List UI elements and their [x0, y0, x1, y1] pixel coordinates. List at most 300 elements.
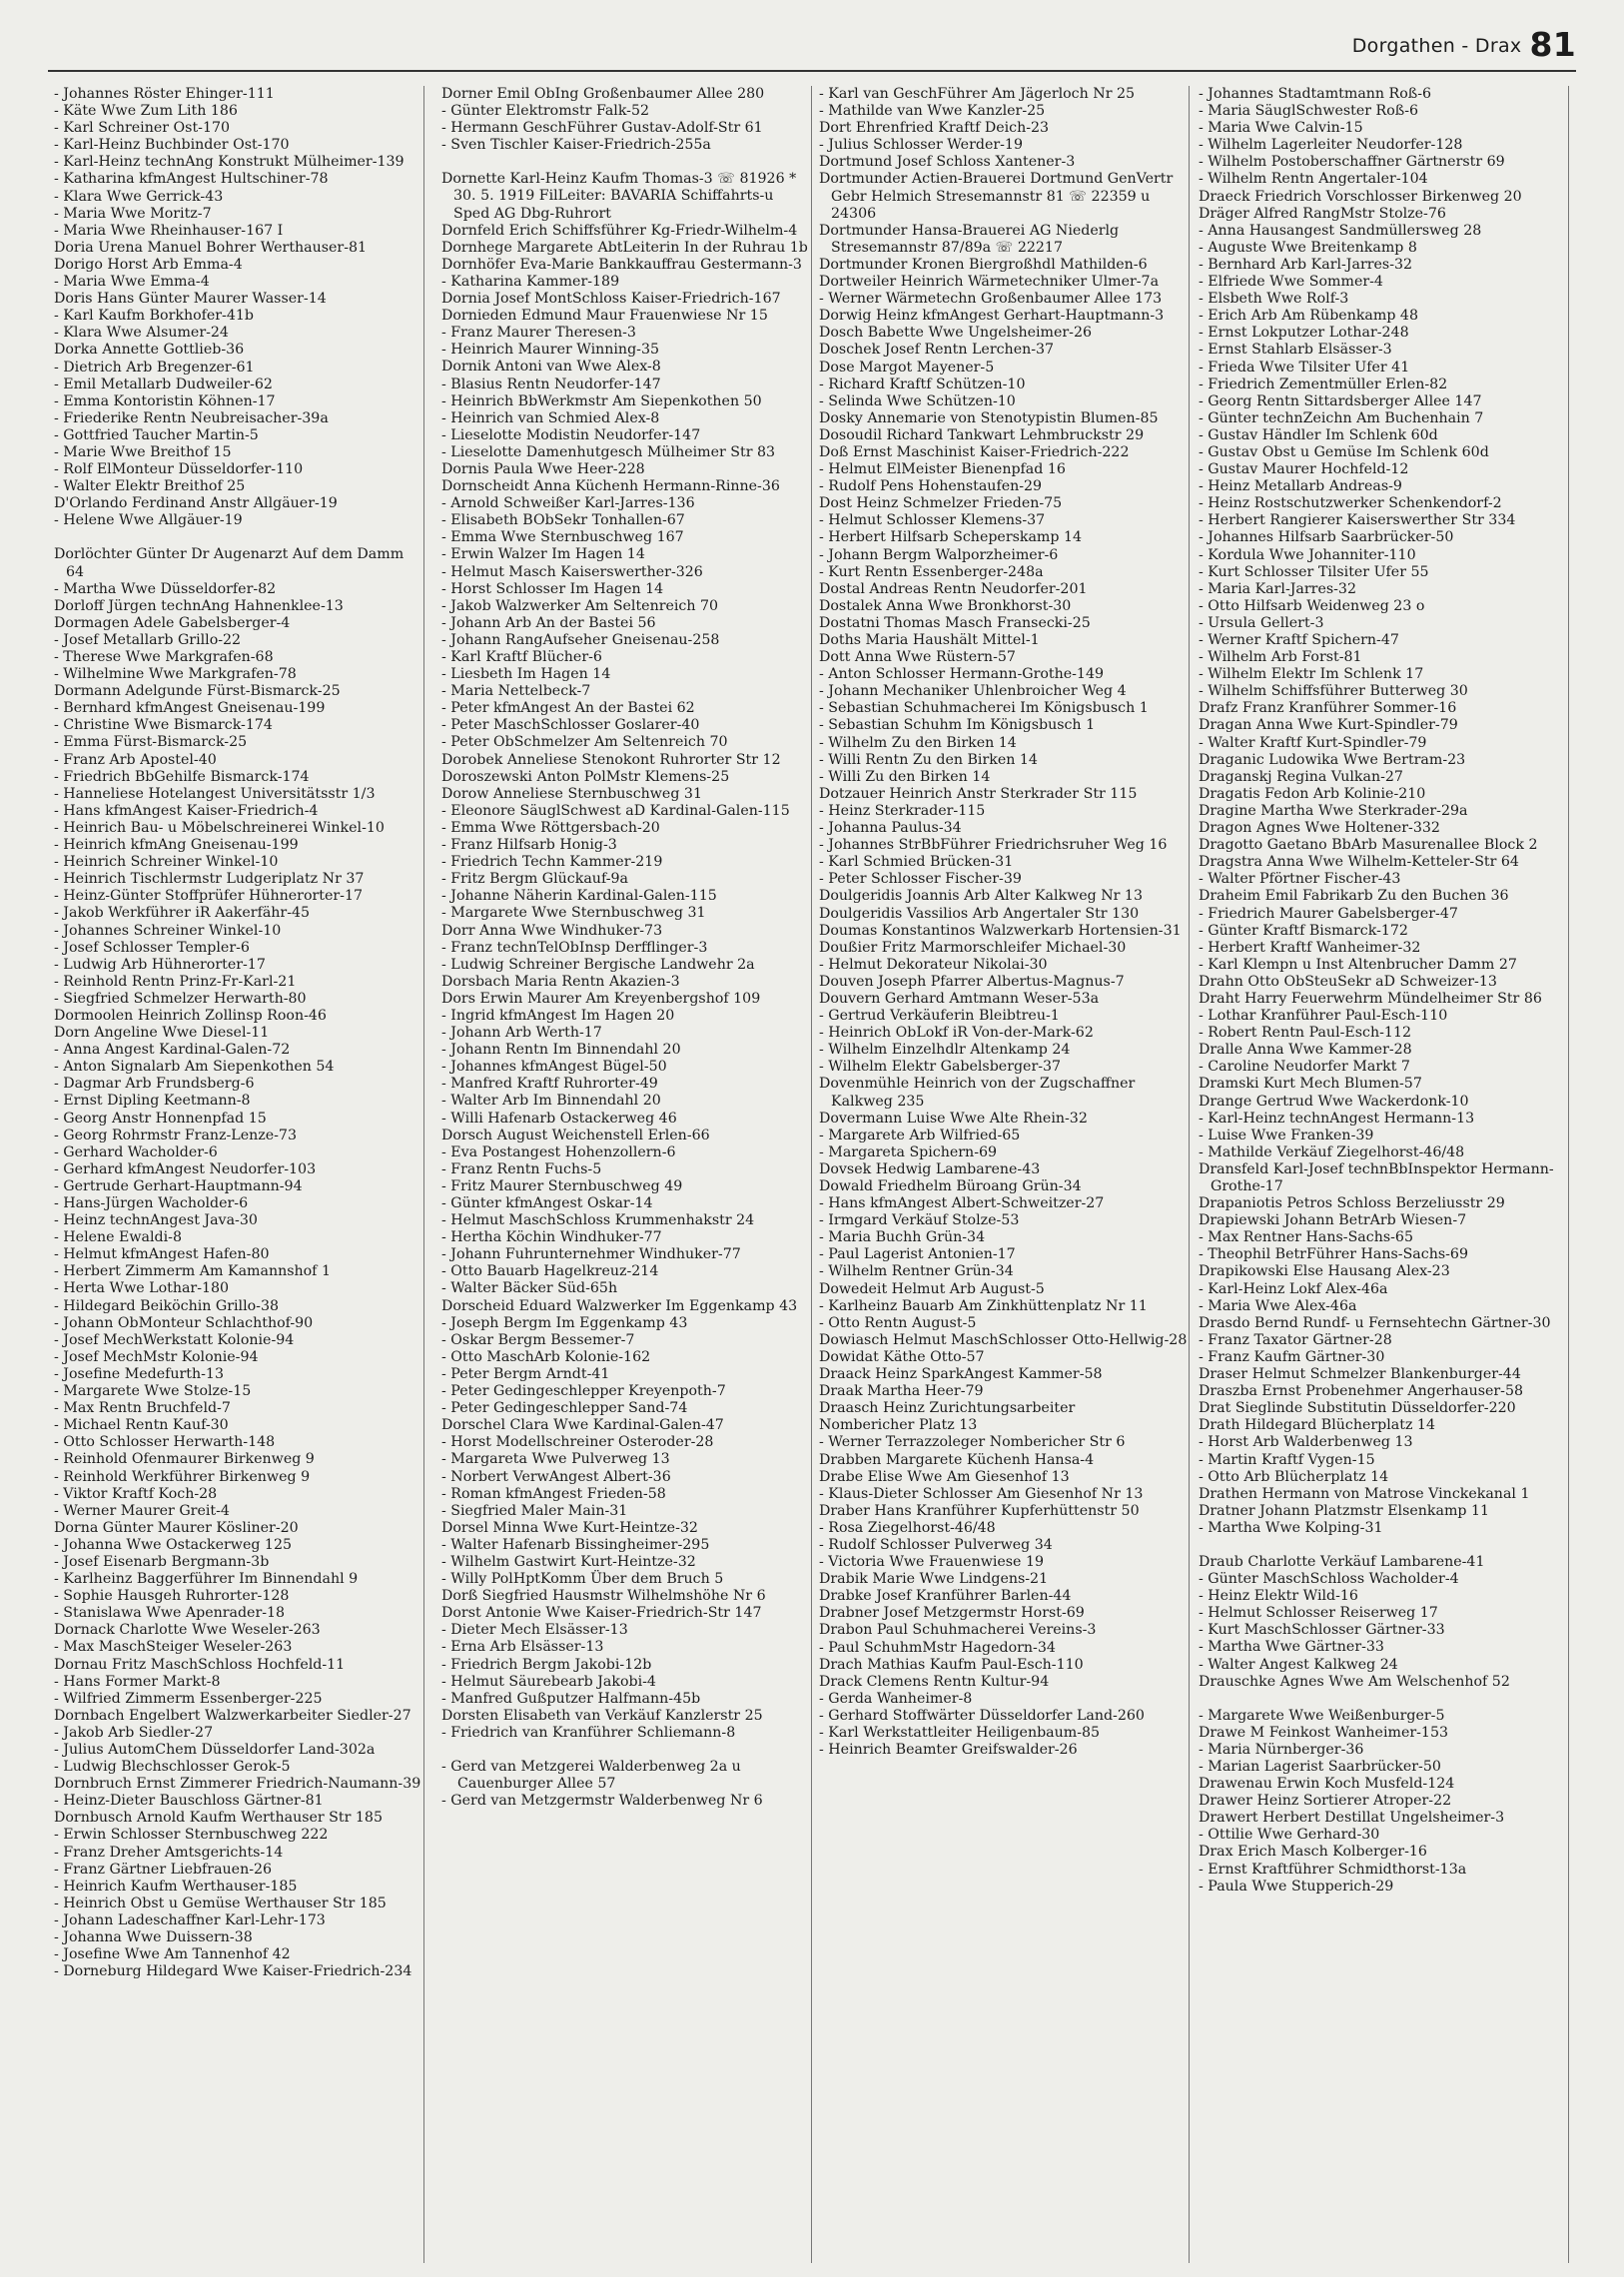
- directory-entry: - Irmgard Verkäuf Stolze-53: [819, 1212, 1020, 1229]
- directory-entry: Dorß Siegfried Hausmstr Wilhelmshöhe Nr 6: [441, 1588, 766, 1605]
- directory-entry: - Martha Wwe Kolping-31: [1199, 1519, 1383, 1536]
- directory-entry: - Rosa Ziegelhorst-46/48: [819, 1519, 996, 1536]
- directory-entry: Dornhege Margarete AbtLeiterin In der Ruhrau 1b: [441, 239, 808, 256]
- directory-entry: Dorr Anna Wwe Windhuker-73: [441, 922, 663, 939]
- directory-entry: Dotzauer Heinrich Anstr Sterkrader Str 115: [819, 785, 1138, 802]
- entry-spacer: [439, 154, 811, 171]
- directory-entry: - Franz Rentn Fuchs-5: [441, 1160, 602, 1177]
- directory-entry: - Wilhelm Postoberschaffner Gärtnerstr 69: [1199, 154, 1505, 171]
- directory-column-3: [817, 86, 1190, 2263]
- entry-spacer: [52, 529, 423, 546]
- directory-entry: Draheim Emil Fabrikarb Zu den Buchen 36: [1199, 888, 1509, 905]
- directory-entry: Doschek Josef Rentn Lerchen-37: [819, 342, 1055, 359]
- directory-entry: - Sven Tischler Kaiser-Friedrich-255a: [441, 137, 711, 154]
- directory-entry: - Roman kfmAngest Frieden-58: [441, 1485, 666, 1502]
- directory-entry: - Christine Wwe Bismarck-174: [54, 717, 273, 734]
- directory-entry: - Franz Hilfsarb Honig-3: [441, 837, 617, 854]
- directory-entry: - Herbert Hilfsarb Scheperskamp 14: [819, 529, 1083, 546]
- directory-entry: - Max Rentner Hans-Sachs-65: [1199, 1229, 1413, 1246]
- directory-entry: - Hans kfmAngest Kaiser-Friedrich-4: [54, 802, 319, 819]
- directory-entry: - Peter Gedingeschlepper Sand-74: [441, 1400, 688, 1417]
- directory-entry: Doumas Konstantinos Walzwerkarb Hortensien-31: [819, 922, 1182, 939]
- directory-entry: Drabik Marie Wwe Lindgens-21: [819, 1571, 1049, 1588]
- directory-entry: - Heinrich Schreiner Winkel-10: [54, 854, 279, 871]
- directory-entry: - Lieselotte Modistin Neudorfer-147: [441, 426, 701, 443]
- directory-entry: - Friedrich Techn Kammer-219: [441, 854, 663, 871]
- directory-entry: - Heinrich ObLokf iR Von-der-Mark-62: [819, 1025, 1094, 1042]
- directory-entry: - Erna Arb Elsässer-13: [441, 1639, 604, 1656]
- directory-entry: Dose Margot Mayener-5: [819, 359, 995, 376]
- directory-entry: - Emma Wwe Röttgersbach-20: [441, 819, 660, 836]
- directory-entry: - Margarete Wwe Sternbuschweg 31: [441, 905, 706, 922]
- directory-entry: Drabon Paul Schuhmacherei Vereins-3: [819, 1622, 1097, 1639]
- directory-entry: Dormagen Adele Gabelsberger-4: [54, 614, 291, 631]
- directory-entry: - Margarete Wwe Weißenburger-5: [1199, 1707, 1445, 1724]
- directory-entry: Dragatis Fedon Arb Kolinie-210: [1199, 785, 1426, 802]
- running-head-title: Dorgathen - Drax: [1351, 35, 1522, 57]
- directory-entry: - Helene Wwe Allgäuer-19: [54, 512, 243, 529]
- directory-entry: - Erwin Schlosser Sternbuschweg 222: [54, 1827, 329, 1844]
- directory-entry: - Werner Wärmetechn Großenbaumer Allee 173: [819, 291, 1163, 308]
- directory-entry: - Mathilde van Wwe Kanzler-25: [819, 103, 1046, 120]
- directory-entry: Dortmunder Hansa-Brauerei AG Niederlg Stresemannstr 87/89a ☏ 22217: [819, 222, 1120, 256]
- directory-entry: - Friedrich Bergm Jakobi-12b: [441, 1656, 652, 1673]
- directory-entry: - Jakob Werkführer iR Aakerfähr-45: [54, 905, 311, 922]
- directory-entry: - Horst Arb Walderbenweg 13: [1199, 1434, 1413, 1451]
- directory-entry: - Heinrich Tischlermstr Ludgeriplatz Nr 37: [54, 871, 365, 888]
- directory-entry: - Friederike Rentn Neubreisacher-39a: [54, 409, 329, 426]
- directory-entry: Drach Mathias Kaufm Paul-Esch-110: [819, 1656, 1084, 1673]
- directory-entry: Drapiewski Johann BetrArb Wiesen-7: [1199, 1212, 1467, 1229]
- directory-entry: - Heinz Elektr Wild-16: [1199, 1588, 1358, 1605]
- directory-entry: Drat Sieglinde Substitutin Düsseldorfer-220: [1199, 1400, 1516, 1417]
- directory-entry: Drabner Josef Metzgermstr Horst-69: [819, 1605, 1085, 1622]
- directory-entry: - Max Rentn Bruchfeld-7: [54, 1400, 231, 1417]
- directory-entry: - Hermann GeschFührer Gustav-Adolf-Str 61: [441, 120, 763, 137]
- directory-entry: - Dietrich Arb Bregenzer-61: [54, 359, 255, 376]
- directory-entry: - Johannes kfmAngest Bügel-50: [441, 1059, 667, 1076]
- directory-entry: - Willi Hafenarb Ostackerweg 46: [441, 1110, 677, 1127]
- directory-entry: - Maria SäuglSchwester Roß-6: [1199, 103, 1419, 120]
- directory-entry: - Auguste Wwe Breitenkamp 8: [1199, 239, 1417, 256]
- directory-entry: Dorlöchter Günter Dr Augenarzt Auf dem Damm 64: [54, 546, 405, 580]
- directory-entry: - Johannes Stadtamtmann Roß-6: [1199, 86, 1432, 102]
- entry-spacer: [1197, 1537, 1568, 1554]
- directory-entry: - Heinz Rostschutzwerker Schenkendorf-2: [1199, 495, 1502, 512]
- directory-entry: - Friedrich Zementmüller Erlen-82: [1199, 376, 1448, 392]
- directory-entry: - Martha Wwe Düsseldorfer-82: [54, 580, 277, 597]
- directory-entry: Dornia Josef MontSchloss Kaiser-Friedrich-167: [441, 291, 781, 308]
- directory-entry: - Sophie Hausgeh Ruhrorter-128: [54, 1588, 290, 1605]
- directory-entry: Dornette Karl-Heinz Kaufm Thomas-3 ☏ 81926 * 30. 5. 1919 FilLeiter: BAVARIA Schiffahrts-u Sped AG Dbg-Ruhrort: [441, 171, 797, 222]
- directory-entry: Draszba Ernst Probenehmer Angerhauser-58: [1199, 1383, 1524, 1400]
- directory-entry: Dornbach Engelbert Walzwerkarbeiter Siedler-27: [54, 1707, 411, 1724]
- directory-entry: - Friedrich BbGehilfe Bismarck-174: [54, 768, 310, 785]
- directory-entry: Drahn Otto ObSteuSekr aD Schweizer-13: [1199, 973, 1497, 990]
- directory-entry: - Karl-Heinz technAng Konstrukt Mülheimer-139: [54, 154, 405, 171]
- directory-entry: - Liesbeth Im Hagen 14: [441, 666, 611, 683]
- directory-entry: Drapaniotis Petros Schloss Berzeliusstr 29: [1199, 1195, 1505, 1212]
- directory-entry: Dorigo Horst Arb Emma-4: [54, 256, 243, 273]
- directory-entry: - Karl Klempn u Inst Altenbrucher Damm 27: [1199, 956, 1517, 973]
- directory-entry: Dosky Annemarie von Stenotypistin Blumen-85: [819, 409, 1159, 426]
- directory-entry: - Johanna Wwe Duissern-38: [54, 1929, 253, 1946]
- directory-entry: - Paula Wwe Stupperich-29: [1199, 1878, 1394, 1895]
- directory-entry: - Wilhelm Einzelhdlr Altenkamp 24: [819, 1042, 1071, 1059]
- directory-entry: Dosoudil Richard Tankwart Lehmbruckstr 29: [819, 426, 1145, 443]
- directory-entry: Douvern Gerhard Amtmann Weser-53a: [819, 990, 1100, 1007]
- directory-entry: - Johann Arb An der Bastei 56: [441, 614, 656, 631]
- directory-entry: - Hertha Köchin Windhuker-77: [441, 1229, 662, 1246]
- directory-entry: Draack Heinz SparkAngest Kammer-58: [819, 1366, 1103, 1383]
- directory-entry: - Georg Anstr Honnenpfad 15: [54, 1110, 267, 1127]
- directory-entry: - Johannes Röster Ehinger-111: [54, 86, 275, 102]
- directory-entry: Dorna Günter Maurer Kösliner-20: [54, 1519, 299, 1536]
- directory-entry: - Helmut Säurebearb Jakobi-4: [441, 1673, 656, 1690]
- directory-entry: Dost Heinz Schmelzer Frieden-75: [819, 495, 1063, 512]
- directory-entry: Dovermann Luise Wwe Alte Rhein-32: [819, 1110, 1088, 1127]
- directory-entry: - Otto Arb Blücherplatz 14: [1199, 1468, 1389, 1485]
- directory-entry: - Katharina Kammer-189: [441, 273, 620, 290]
- directory-entry: - Gertrud Verkäuferin Bleibtreu-1: [819, 1008, 1060, 1025]
- directory-entry: Dostatni Thomas Masch Fransecki-25: [819, 614, 1091, 631]
- directory-entry: Dornfeld Erich Schiffsführer Kg-Friedr-Wilhelm-4: [441, 222, 798, 239]
- directory-entry: - Dieter Mech Elsässer-13: [441, 1622, 628, 1639]
- directory-entry: Dostal Andreas Rentn Neudorfer-201: [819, 580, 1088, 597]
- directory-entry: Drange Gertrud Wwe Wackerdonk-10: [1199, 1093, 1469, 1110]
- directory-entry: Dostalek Anna Wwe Bronkhorst-30: [819, 597, 1072, 614]
- directory-entry: - Marie Wwe Breithof 15: [54, 443, 232, 460]
- directory-entry: - Georg Rohrmstr Franz-Lenze-73: [54, 1127, 297, 1143]
- directory-entry: - Franz Kaufm Gärtner-30: [1199, 1348, 1385, 1365]
- directory-entry: - Dorneburg Hildegard Wwe Kaiser-Friedrich-234: [54, 1963, 412, 1980]
- directory-entry: - Paul SchuhmMstr Hagedorn-34: [819, 1639, 1056, 1656]
- directory-entry: - Viktor Kraftf Koch-28: [54, 1485, 218, 1502]
- directory-entry: - Josefine Wwe Am Tannenhof 42: [54, 1946, 291, 1963]
- directory-entry: - Mathilde Verkäuf Ziegelhorst-46/48: [1199, 1143, 1465, 1160]
- directory-entry: Drathen Hermann von Matrose Vinckekanal 1: [1199, 1485, 1530, 1502]
- directory-entry: Dorsbach Maria Rentn Akazien-3: [441, 973, 680, 990]
- directory-entry: - Elfriede Wwe Sommer-4: [1199, 274, 1383, 291]
- directory-entry: - Otto Schlosser Herwarth-148: [54, 1434, 276, 1451]
- directory-entry: - Ludwig Schreiner Bergische Landwehr 2a: [441, 956, 755, 973]
- directory-entry: Dragine Martha Wwe Sterkrader-29a: [1199, 802, 1468, 819]
- directory-entry: - Wilhelm Arb Forst-81: [1199, 649, 1362, 666]
- directory-entry: - Heinrich Kaufm Werthauser-185: [54, 1878, 298, 1895]
- directory-entry: - Walter Angest Kalkweg 24: [1199, 1656, 1398, 1673]
- directory-entry: - Margarete Arb Wilfried-65: [819, 1127, 1021, 1143]
- directory-entry: Doußier Fritz Marmorschleifer Michael-30: [819, 939, 1127, 956]
- page-header: [48, 25, 1576, 72]
- directory-entry: - Wilhelm Lagerleiter Neudorfer-128: [1199, 137, 1463, 154]
- directory-entry: Dorsten Elisabeth van Verkäuf Kanzlerstr 25: [441, 1707, 763, 1724]
- directory-entry: - Erwin Walzer Im Hagen 14: [441, 546, 645, 563]
- directory-entry: - Karl Kaufm Borkhofer-41b: [54, 308, 254, 325]
- directory-entry: - Marian Lagerist Saarbrücker-50: [1199, 1759, 1441, 1775]
- directory-entry: Dornieden Edmund Maur Frauenwiese Nr 15: [441, 308, 768, 325]
- directory-entry: - Walter Hafenarb Bissingheimer-295: [441, 1536, 710, 1553]
- directory-entry: - Franz Taxator Gärtner-28: [1199, 1331, 1392, 1348]
- directory-entry: - Johann Ladeschaffner Karl-Lehr-173: [54, 1911, 326, 1928]
- directory-entry: - Wilhelm Rentner Grün-34: [819, 1263, 1014, 1280]
- directory-entry: - Klara Wwe Gerrick-43: [54, 188, 224, 205]
- directory-entry: - Josef MechWerkstatt Kolonie-94: [54, 1331, 295, 1348]
- directory-entry: - Johann Mechaniker Uhlenbroicher Weg 4: [819, 683, 1127, 700]
- directory-entry: - Otto MaschArb Kolonie-162: [441, 1348, 651, 1365]
- directory-entry: Dorscheid Eduard Walzwerker Im Eggenkamp 43: [441, 1297, 798, 1314]
- directory-entry: Dornbruch Ernst Zimmerer Friedrich-Naumann-39: [54, 1776, 421, 1793]
- directory-entry: - Ernst Kraftführer Schmidthorst-13a: [1199, 1861, 1467, 1878]
- directory-entry: Dorobek Anneliese Stenokont Ruhrorter Str 12: [441, 751, 781, 768]
- directory-entry: - Lieselotte Damenhutgesch Mülheimer Str 83: [441, 443, 776, 460]
- directory-entry: - Johannes StrBbFührer Friedrichsruher Weg 16: [819, 837, 1168, 854]
- directory-entry: Draeck Friedrich Vorschlosser Birkenweg 20: [1199, 188, 1522, 205]
- directory-entry: - Margareta Wwe Pulverweg 13: [441, 1451, 670, 1468]
- running-head: [1352, 25, 1576, 64]
- directory-entry: - Werner Maurer Greit-4: [54, 1502, 230, 1519]
- directory-entry: - Maria Wwe Emma-4: [54, 274, 210, 291]
- directory-entry: - Heinz-Günter Stoffprüfer Hühnerorter-17: [54, 888, 364, 905]
- directory-entry: - Richard Kraftf Schützen-10: [819, 376, 1026, 392]
- directory-entry: Dowidat Käthe Otto-57: [819, 1348, 985, 1365]
- directory-entry: Dowedeit Helmut Arb August-5: [819, 1280, 1045, 1297]
- directory-entry: - Georg Rentn Sittardsberger Allee 147: [1199, 392, 1482, 409]
- directory-entry: Nombericher Platz 13: [819, 1417, 978, 1434]
- directory-entry: - Rudolf Pens Hohenstaufen-29: [819, 478, 1043, 495]
- directory-entry: Drawenau Erwin Koch Musfeld-124: [1199, 1776, 1455, 1793]
- directory-entry: Dorka Annette Gottlieb-36: [54, 342, 245, 359]
- directory-entry: Doulgeridis Joannis Arb Alter Kalkweg Nr 13: [819, 888, 1143, 905]
- directory-entry: Dramski Kurt Mech Blumen-57: [1199, 1076, 1422, 1093]
- directory-entry: Drawert Herbert Destillat Ungelsheimer-3: [1199, 1810, 1505, 1827]
- directory-entry: - Günter Kraftf Bismarck-172: [1199, 922, 1408, 939]
- directory-entry: - Hans kfmAngest Albert-Schweitzer-27: [819, 1195, 1105, 1212]
- directory-entry: - Julius AutomChem Düsseldorfer Land-302a: [54, 1742, 376, 1758]
- directory-entry: - Günter kfmAngest Oskar-14: [441, 1195, 653, 1211]
- directory-entry: - Karl-Heinz technAngest Hermann-13: [1199, 1110, 1475, 1127]
- directory-entry: - Lothar Kranführer Paul-Esch-110: [1199, 1008, 1448, 1025]
- directory-entry: - Helmut MaschSchloss Krummenhakstr 24: [441, 1212, 755, 1229]
- directory-entry: - Gerd van Metzgermstr Walderbenweg Nr 6: [441, 1793, 763, 1810]
- directory-entry: - Otto Bauarb Hagelkreuz-214: [441, 1263, 659, 1280]
- directory-entry: - Heinz technAngest Java-30: [54, 1212, 258, 1229]
- directory-entry: - Willi Zu den Birken 14: [819, 768, 991, 785]
- directory-entry: Dornack Charlotte Wwe Weseler-263: [54, 1622, 321, 1639]
- directory-entry: Doris Hans Günter Maurer Wasser-14: [54, 291, 327, 308]
- directory-entry: - Gerda Wanheimer-8: [819, 1690, 973, 1707]
- directory-entry: - Johann Rentn Im Binnendahl 20: [441, 1042, 681, 1059]
- directory-entry: Dortweiler Heinrich Wärmetechniker Ulmer-7a: [819, 274, 1160, 291]
- directory-entry: Draganskj Regina Vulkan-27: [1199, 768, 1403, 785]
- directory-entry: Drawer Heinz Sortierer Atroper-22: [1199, 1793, 1452, 1810]
- directory-entry: - Peter Gedingeschlepper Kreyenpoth-7: [441, 1383, 726, 1400]
- directory-entry: - Kurt Schlosser Tilsiter Ufer 55: [1199, 563, 1429, 580]
- directory-entry: - Hans-Jürgen Wacholder-6: [54, 1195, 249, 1211]
- directory-entry: - Hildegard Beiköchin Grillo-38: [54, 1297, 280, 1314]
- directory-entry: - Johanne Näherin Kardinal-Galen-115: [441, 888, 717, 905]
- directory-entry: - Helene Ewaldi-8: [54, 1229, 182, 1246]
- directory-entry: Dornscheidt Anna Küchenh Hermann-Rinne-36: [441, 478, 780, 495]
- directory-entry: - Johann Bergm Walporzheimer-6: [819, 546, 1059, 563]
- directory-entry: - Anna Angest Kardinal-Galen-72: [54, 1042, 291, 1059]
- directory-entry: Dowiasch Helmut MaschSchlosser Otto-Hellwig-28: [819, 1331, 1188, 1348]
- directory-entry: - Karl Werkstattleiter Heiligenbaum-85: [819, 1725, 1101, 1741]
- directory-entry: - Eleonore SäuglSchwest aD Kardinal-Galen-115: [441, 802, 790, 819]
- directory-entry: - Ludwig Arb Hühnerorter-17: [54, 956, 266, 973]
- directory-entry: Dratner Johann Platzmstr Elsenkamp 11: [1199, 1502, 1490, 1519]
- directory-entry: - Kurt MaschSchlosser Gärtner-33: [1199, 1622, 1445, 1639]
- directory-entry: - Reinhold Rentn Prinz-Fr-Karl-21: [54, 973, 297, 990]
- directory-entry: - Karl-Heinz Buchbinder Ost-170: [54, 137, 290, 154]
- directory-entry: - Heinrich Maurer Winning-35: [441, 342, 660, 359]
- directory-entry: - Josef Metallarb Grillo-22: [54, 631, 242, 648]
- directory-entry: Dorschel Clara Wwe Kardinal-Galen-47: [441, 1417, 724, 1434]
- directory-entry: Drath Hildegard Blücherplatz 14: [1199, 1417, 1435, 1434]
- directory-entry: - Wilhelm Schiffsführer Butterweg 30: [1199, 683, 1468, 700]
- directory-entry: - Sebastian Schuhm Im Königsbusch 1: [819, 717, 1096, 734]
- directory-entry: - Anton Signalarb Am Siepenkothen 54: [54, 1059, 335, 1076]
- directory-entry: Dovsek Hedwig Lambarene-43: [819, 1160, 1041, 1177]
- directory-entry: Dosch Babette Wwe Ungelsheimer-26: [819, 325, 1093, 342]
- directory-column-2: [439, 86, 812, 2263]
- directory-entry: Dovenmühle Heinrich von der Zugschaffner Kalkweg 235: [819, 1076, 1136, 1110]
- directory-entry: - Horst Schlosser Im Hagen 14: [441, 580, 664, 597]
- directory-entry: - Heinz Metallarb Andreas-9: [1199, 478, 1402, 495]
- directory-entry: - Franz Arb Apostel-40: [54, 751, 217, 768]
- directory-entry: - Rudolf Schlosser Pulverweg 34: [819, 1536, 1053, 1553]
- directory-entry: - Peter Schlosser Fischer-39: [819, 871, 1022, 888]
- directory-entry: - Reinhold Werkführer Birkenweg 9: [54, 1468, 311, 1485]
- directory-entry: - Otto Rentn August-5: [819, 1314, 977, 1331]
- directory-entry: Dorloff Jürgen technAng Hahnenklee-13: [54, 597, 344, 614]
- directory-entry: - Bernhard kfmAngest Gneisenau-199: [54, 700, 326, 717]
- directory-entry: - Manfred Kraftf Ruhrorter-49: [441, 1076, 658, 1093]
- directory-entry: - Karl Schreiner Ost-170: [54, 120, 231, 137]
- directory-entry: - Blasius Rentn Neudorfer-147: [441, 376, 661, 392]
- directory-entry: Dortmunder Actien-Brauerei Dortmund GenVertr Gebr Helmich Stresemannstr 81 ☏ 22359 u 24306: [819, 171, 1174, 222]
- directory-entry: Draub Charlotte Verkäuf Lambarene-41: [1199, 1553, 1485, 1570]
- directory-entry: - Katharina kfmAngest Hultschiner-78: [54, 171, 329, 188]
- directory-entry: - Helmut Dekorateur Nikolai-30: [819, 956, 1048, 973]
- directory-entry: - Wilhelm Elektr Gabelsberger-37: [819, 1059, 1062, 1076]
- directory-entry: Dors Erwin Maurer Am Kreyenbergshof 109: [441, 990, 761, 1007]
- directory-entry: - Josefine Medefurth-13: [54, 1365, 224, 1382]
- directory-entry: Draber Hans Kranführer Kupferhüttenstr 50: [819, 1502, 1140, 1519]
- directory-entry: Dorwig Heinz kfmAngest Gerhart-Hauptmann-3: [819, 308, 1165, 325]
- directory-column-4: [1197, 86, 1569, 2263]
- directory-entry: - Wilhelm Elektr Im Schlenk 17: [1199, 666, 1424, 683]
- directory-entry: Doß Ernst Maschinist Kaiser-Friedrich-222: [819, 443, 1130, 460]
- directory-entry: - Wilhelmine Wwe Markgrafen-78: [54, 666, 297, 683]
- directory-entry: Doulgeridis Vassilios Arb Angertaler Str 130: [819, 905, 1140, 922]
- directory-entry: - Selinda Wwe Schützen-10: [819, 392, 1016, 409]
- directory-entry: Drasdo Bernd Rundf- u Fernsehtechn Gärtner-30: [1199, 1314, 1551, 1331]
- directory-entry: - Friedrich Maurer Gabelsberger-47: [1199, 905, 1458, 922]
- directory-entry: - Heinrich kfmAng Gneisenau-199: [54, 837, 299, 854]
- directory-entry: Dowald Friedhelm Büroang Grün-34: [819, 1178, 1082, 1194]
- directory-entry: - Gustav Obst u Gemüse Im Schlenk 60d: [1199, 443, 1489, 460]
- directory-entry: - Herbert Zimmerm Am Kamannshof 1: [54, 1263, 331, 1280]
- directory-entry: - Siegfried Maler Main-31: [441, 1502, 628, 1519]
- directory-entry: - Arnold Schweißer Karl-Jarres-136: [441, 495, 695, 512]
- directory-entry: - Oskar Bergm Bessemer-7: [441, 1331, 635, 1348]
- page-number: 81: [1529, 25, 1576, 64]
- directory-entry: - Helmut ElMeister Bienenpfad 16: [819, 461, 1066, 478]
- directory-entry: Drack Clemens Rentn Kultur-94: [819, 1673, 1050, 1690]
- directory-entry: Dort Ehrenfried Kraftf Deich-23: [819, 120, 1050, 137]
- directory-entry: - Helmut Schlosser Reiserweg 17: [1199, 1605, 1438, 1622]
- directory-entry: - Herbert Rangierer Kaiserswerther Str 334: [1199, 512, 1516, 529]
- directory-entry: Dorsel Minna Wwe Kurt-Heintze-32: [441, 1519, 698, 1536]
- directory-entry: - Friedrich van Kranführer Schliemann-8: [441, 1724, 736, 1741]
- directory-entry: - Willy PolHptKomm Über dem Bruch 5: [441, 1571, 724, 1588]
- directory-entry: - Reinhold Ofenmaurer Birkenweg 9: [54, 1451, 315, 1468]
- directory-entry: - Franz Dreher Amtsgerichts-14: [54, 1844, 284, 1861]
- directory-entry: Drapikowski Else Hausang Alex-23: [1199, 1263, 1450, 1280]
- directory-entry: Douven Joseph Pfarrer Albertus-Magnus-7: [819, 973, 1125, 990]
- directory-entry: - Luise Wwe Franken-39: [1199, 1127, 1374, 1143]
- directory-entry: - Ingrid kfmAngest Im Hagen 20: [441, 1007, 675, 1024]
- directory-entry: - Michael Rentn Kauf-30: [54, 1417, 229, 1434]
- directory-entry: - Maria Wwe Alex-46a: [1199, 1297, 1357, 1314]
- directory-entry: - Johannes Schreiner Winkel-10: [54, 922, 282, 939]
- directory-entry: Dragotto Gaetano BbArb Masurenallee Block 2: [1199, 837, 1538, 854]
- directory-entry: - Werner Terrazzoleger Nombericher Str 6: [819, 1434, 1126, 1451]
- directory-entry: - Frieda Wwe Tilsiter Ufer 41: [1199, 359, 1410, 376]
- directory-entry: - Karl Schmied Brücken-31: [819, 854, 1014, 871]
- directory-entry: - Ottilie Wwe Gerhard-30: [1199, 1827, 1380, 1844]
- directory-entry: Drabke Josef Kranführer Barlen-44: [819, 1588, 1072, 1605]
- directory-entry: - Karl-Heinz Lokf Alex-46a: [1199, 1280, 1388, 1297]
- directory-entry: - Stanislawa Wwe Apenrader-18: [54, 1605, 286, 1622]
- directory-entry: Dortmunder Kronen Biergroßhdl Mathilden-6: [819, 256, 1148, 273]
- directory-entry: Dralle Anna Wwe Kammer-28: [1199, 1042, 1412, 1059]
- directory-entry: - Johanna Paulus-34: [819, 820, 962, 837]
- directory-entry: - Hans Former Markt-8: [54, 1673, 221, 1690]
- directory-entry: - Johann Fuhrunternehmer Windhuker-77: [441, 1246, 741, 1263]
- directory-entry: - Johanna Wwe Ostackerweg 125: [54, 1536, 293, 1553]
- directory-entry: - Fritz Bergm Glückauf-9a: [441, 871, 628, 888]
- directory-entry: - Victoria Wwe Frauenwiese 19: [819, 1554, 1045, 1571]
- directory-entry: - Otto Hilfsarb Weidenweg 23 o: [1199, 597, 1425, 614]
- directory-entry: Drabe Elise Wwe Am Giesenhof 13: [819, 1468, 1070, 1485]
- directory-entry: - Gerd van Metzgerei Walderbenweg 2a u Cauenburger Allee 57: [441, 1759, 741, 1793]
- directory-entry: Dornik Antoni van Wwe Alex-8: [441, 359, 661, 376]
- directory-entry: - Günter MaschSchloss Wacholder-4: [1199, 1571, 1459, 1588]
- directory-entry: - Manfred Gußputzer Halfmann-45b: [441, 1690, 701, 1707]
- directory-entry: - Ursula Gellert-3: [1199, 614, 1324, 631]
- directory-entry: - Margarete Wwe Stolze-15: [54, 1383, 252, 1400]
- directory-entry: - Günter Elektromstr Falk-52: [441, 103, 650, 120]
- directory-entry: - Maria Wwe Rheinhauser-167 I: [54, 222, 284, 239]
- directory-entry: - Kurt Rentn Essenberger-248a: [819, 563, 1044, 580]
- directory-entry: - Gerhard kfmAngest Neudorfer-103: [54, 1160, 317, 1177]
- directory-entry: - Jakob Arb Siedler-27: [54, 1724, 214, 1741]
- directory-entry: D'Orlando Ferdinand Anstr Allgäuer-19: [54, 495, 338, 512]
- directory-entry: - Emil Metallarb Dudweiler-62: [54, 376, 273, 392]
- directory-entry: Drax Erich Masch Kolberger-16: [1199, 1844, 1427, 1861]
- directory-entry: - Johann ObMonteur Schlachthof-90: [54, 1314, 314, 1331]
- directory-entry: - Heinrich Beamter Greifswalder-26: [819, 1742, 1078, 1759]
- directory-entry: - Ernst Stahlarb Elsässer-3: [1199, 342, 1392, 359]
- directory-entry: - Margareta Spichern-69: [819, 1143, 998, 1160]
- directory-entry: - Gustav Händler Im Schlenk 60d: [1199, 426, 1438, 443]
- directory-entry: - Franz Maurer Theresen-3: [441, 325, 636, 342]
- directory-entry: - Elisabeth BObSekr Tonhallen-67: [441, 512, 685, 529]
- directory-entry: Dortmund Josef Schloss Xantener-3: [819, 154, 1076, 171]
- directory-entry: Dornbusch Arnold Kaufm Werthauser Str 185: [54, 1810, 383, 1827]
- directory-entry: - Werner Kraftf Spichern-47: [1199, 632, 1399, 648]
